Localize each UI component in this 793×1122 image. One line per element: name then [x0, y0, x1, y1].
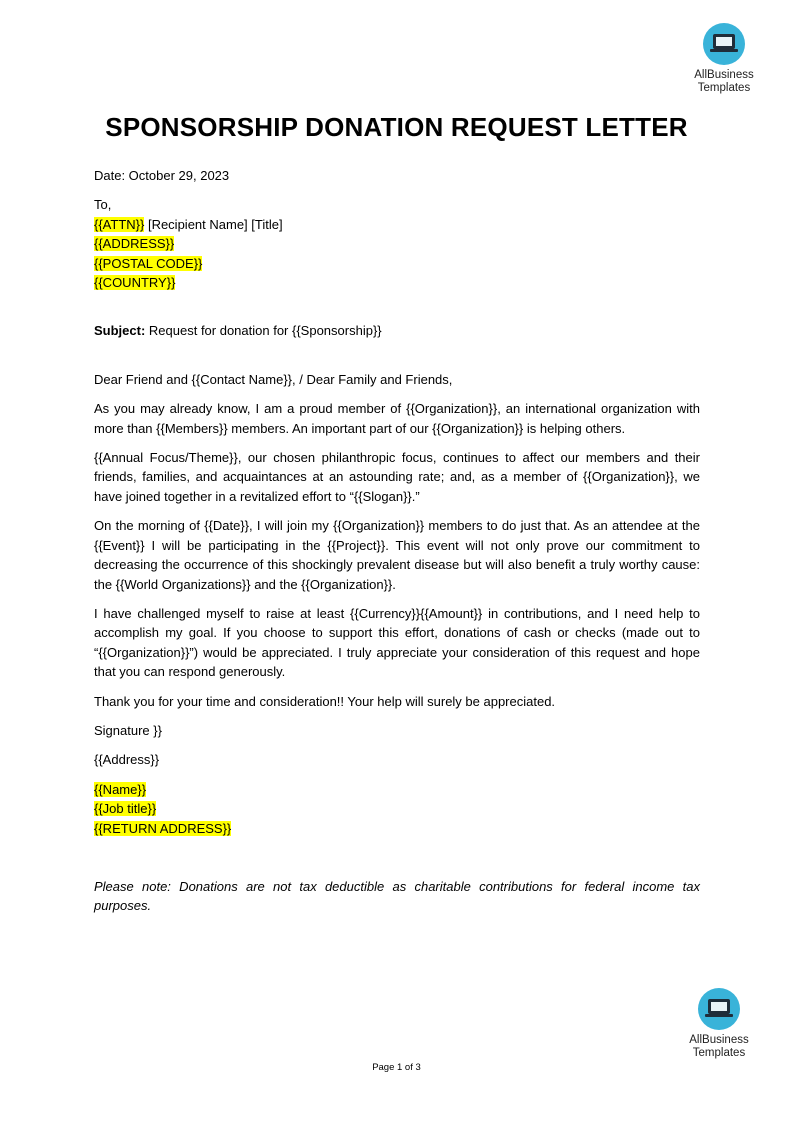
subject-line — [94, 321, 700, 340]
laptop-icon — [698, 988, 740, 1030]
country-field: {{COUNTRY}} — [94, 275, 176, 291]
recipient-country-line — [94, 273, 700, 292]
paragraph-4: I have challenged myself to raise at least {{Currency}}{{Amount}} in contributions, and I need help to accomplish my goal. If you choose to support this effort, donations of cash or checks (made out to “{{Organization}}”) would be appreciated. I truly appreciate your consideration of this request and hope that you can respond generously. — [94, 605, 700, 680]
laptop-icon — [703, 23, 745, 65]
return-address-field: {{RETURN ADDRESS}} — [94, 820, 232, 836]
address-line: {{Address}} — [94, 752, 160, 768]
postal-code-field: {{POSTAL CODE}} — [94, 255, 203, 271]
recipient-address-line — [94, 234, 700, 253]
page-number: Page 1 of 3 — [372, 1062, 421, 1073]
to-line: To, — [94, 197, 112, 213]
signature-line: Signature }} — [94, 722, 162, 738]
sender-return-address-line — [94, 819, 700, 838]
sender-name-line — [94, 780, 700, 799]
letter-body — [94, 166, 700, 916]
address-field: {{ADDRESS}} — [94, 236, 175, 252]
recipient-postal-line — [94, 254, 700, 273]
recipient-attn-line — [94, 215, 700, 234]
sender-job-line — [94, 799, 700, 818]
date-line: Date: October 29, 2023 — [94, 168, 230, 183]
paragraph-1: As you may already know, I am a proud member of {{Organization}}, an international organization with more than {{Members}} members. An important part of our {{Organization}} is helping others. — [94, 401, 700, 436]
logo-text-line2: Templates — [697, 82, 751, 94]
paragraph-5: Thank you for your time and consideration!! Your help will surely be appreciated. — [94, 693, 556, 709]
subject-text: Request for donation for {{Sponsorship}} — [145, 323, 382, 339]
sender-name-field: {{Name}} — [94, 781, 147, 797]
greeting: Dear Friend and {{Contact Name}}, / Dear Family and Friends, — [94, 371, 453, 387]
sender-job-title-field: {{Job title}} — [94, 801, 157, 817]
subject-label: Subject: — [94, 323, 146, 339]
logo-text-line2: Templates — [692, 1047, 746, 1059]
recipient-name-title: [Recipient Name] [Title] — [144, 216, 283, 232]
attn-field: {{ATTN}} — [94, 216, 145, 232]
logo-text-line1: AllBusiness — [694, 69, 754, 81]
tax-note: Please note: Donations are not tax deductible as charitable contributions for federal income tax purposes. — [94, 878, 700, 914]
logo-text-line1: AllBusiness — [689, 1034, 749, 1046]
document-title: SPONSORSHIP DONATION REQUEST LETTER — [105, 112, 688, 142]
allbusiness-logo-bottom — [674, 988, 764, 1060]
allbusiness-logo-top — [679, 23, 769, 95]
paragraph-2: {{Annual Focus/Theme}}, our chosen philanthropic focus, continues to affect our members and their friends, families, and acquaintances at an astounding rate; and, as a member of {{Organization}}, we have joined together in a revitalized effort to “{{Slogan}}.” — [94, 450, 700, 504]
paragraph-3: On the morning of {{Date}}, I will join my {{Organization}} members to do just that. As an attendee at the {{Event}} I will be participating in the {{Project}}. This event will not only prove our commitment to decreasing the occurrence of this shockingly prevalent disease but will also benefit a truly worthy cause: the {{World Organizations}} and the {{Organization}}. — [94, 518, 700, 592]
